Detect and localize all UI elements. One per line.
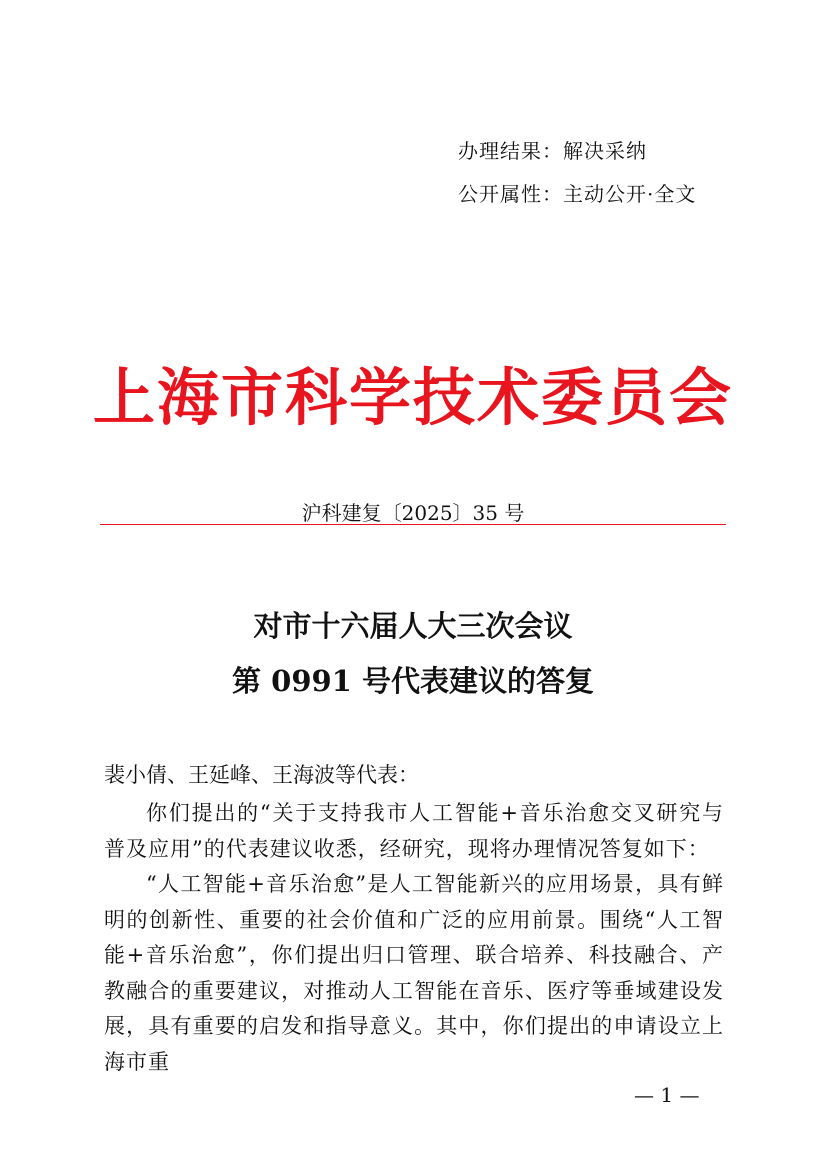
body-paragraph-2: “人工智能+音乐治愈”是人工智能新兴的应用场景，具有鲜明的创新性、重要的社会价值和广泛的应用前景。围绕“人工智能+音乐治愈”，你们提出归口管理、联合培养、科技融合、产教融合的重要建议，对推动人工智能在音乐、医疗等垂域建设发展，具有重要的启发和指导意义。其中，你们提出的申请设立上海市重: [104, 872, 724, 1074]
page-number: — 1 —: [634, 1083, 700, 1107]
disclosure-attribute-line: 公开属性：主动公开·全文: [458, 182, 697, 206]
document-number: 沪科建复〔2025〕35 号: [301, 501, 525, 525]
body-text: [104, 796, 724, 1080]
organization-red-header: 上海市科学技术委员会: [92, 361, 733, 434]
salutation: 裴小倩、王延峰、王海波等代表：: [104, 763, 419, 787]
document-title-line-1: 对市十六届人大三次会议: [253, 609, 573, 643]
document-title-line-2: 第 0991 号代表建议的答复: [232, 664, 594, 698]
body-paragraph-1: 你们提出的“关于支持我市人工智能+音乐治愈交叉研究与普及应用”的代表建议收悉，经研究，现将办理情况答复如下：: [104, 801, 724, 861]
red-separator-line: [100, 524, 726, 525]
handling-result-line: 办理结果：解决采纳: [458, 139, 647, 163]
